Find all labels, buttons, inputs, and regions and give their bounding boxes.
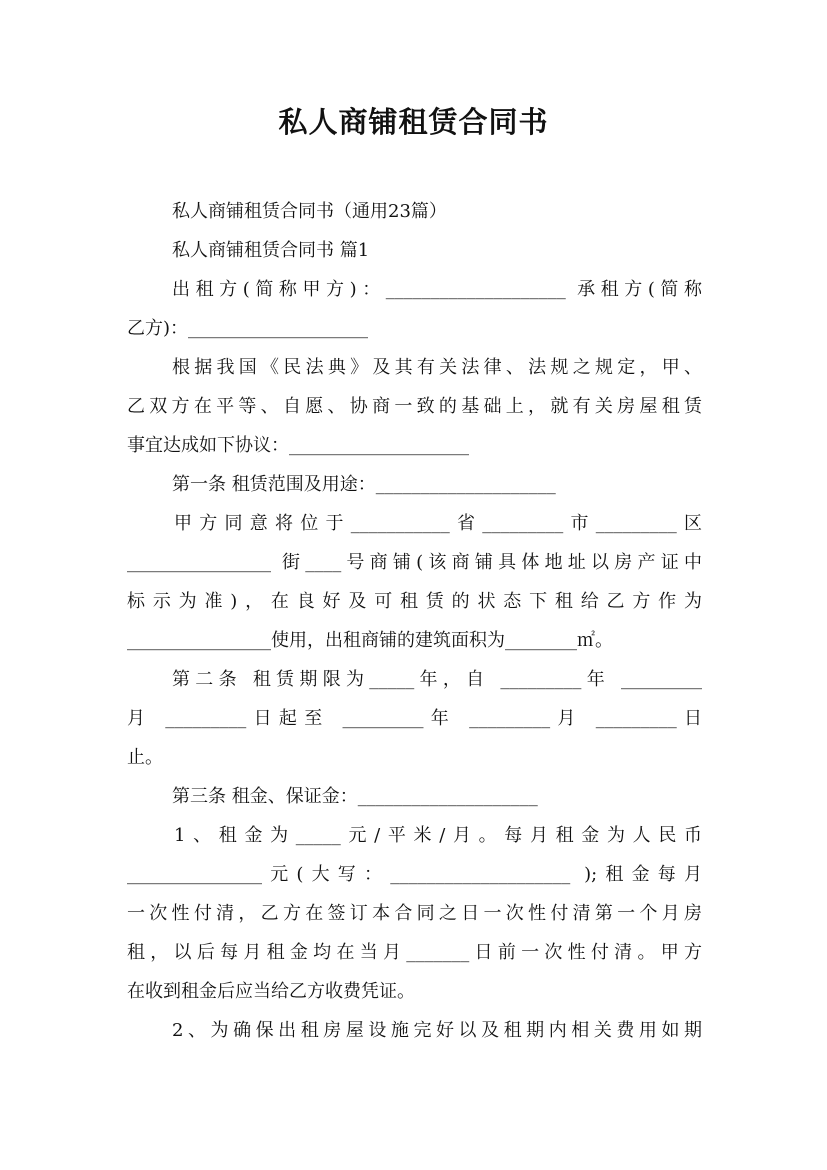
text-line: 根据我国《民法典》及其有关法律、法规之规定，甲、 [172,357,702,378]
text-line: 1、租金为_____元/平米/月。每月租金为人民币 [174,825,702,846]
text-line: 2、为确保出租房屋设施完好以及租期内相关费用如期 [172,1020,702,1041]
text-line: 租，以后每月租金均在当月_______日前一次性付清。甲方 [127,942,702,963]
text-line: 私人商铺租赁合同书 篇1 [172,240,370,261]
text-line: ________________ 街____号商铺(该商铺具体地址以房产证中 [127,552,702,573]
text-line: 乙方)：____________________ [127,318,369,339]
text-line: ________________使用，出租商铺的建筑面积为________㎡。 [127,630,613,651]
document-body [127,192,702,1050]
text-line: 事宜达成如下协议：____________________ [127,435,469,456]
text-line: 私人商铺租赁合同书（通用23篇） [172,201,447,222]
text-line: 乙双方在平等、自愿、协商一致的基础上，就有关房屋租赁 [127,396,702,417]
text-line: 甲方同意将位于___________省_________市_________区 [174,513,702,534]
text-line: 在收到租金后应当给乙方收费凭证。 [127,981,415,1002]
text-line: 第一条 租赁范围及用途：____________________ [172,474,556,495]
text-line: 一次性付清，乙方在签订本合同之日一次性付清第一个月房 [127,903,702,924]
text-line: 出租方(简称甲方)：____________________ 承租方(简称 [172,279,702,300]
text-line: _______________元(大写：____________________ );租金每月 [127,864,702,885]
document-title: 私人商铺租赁合同书 [278,105,549,139]
text-line: 第三条 租金、保证金：____________________ [172,786,538,807]
text-line: 第二条 租赁期限为_____年，自 _________年 _________ [172,669,702,690]
text-line: 标示为准)，在良好及可租赁的状态下租给乙方作为 [127,591,702,612]
text-line: 止。 [127,747,163,768]
text-line: 月 _________日起至 _________年 _________月 _________日 [127,708,702,729]
